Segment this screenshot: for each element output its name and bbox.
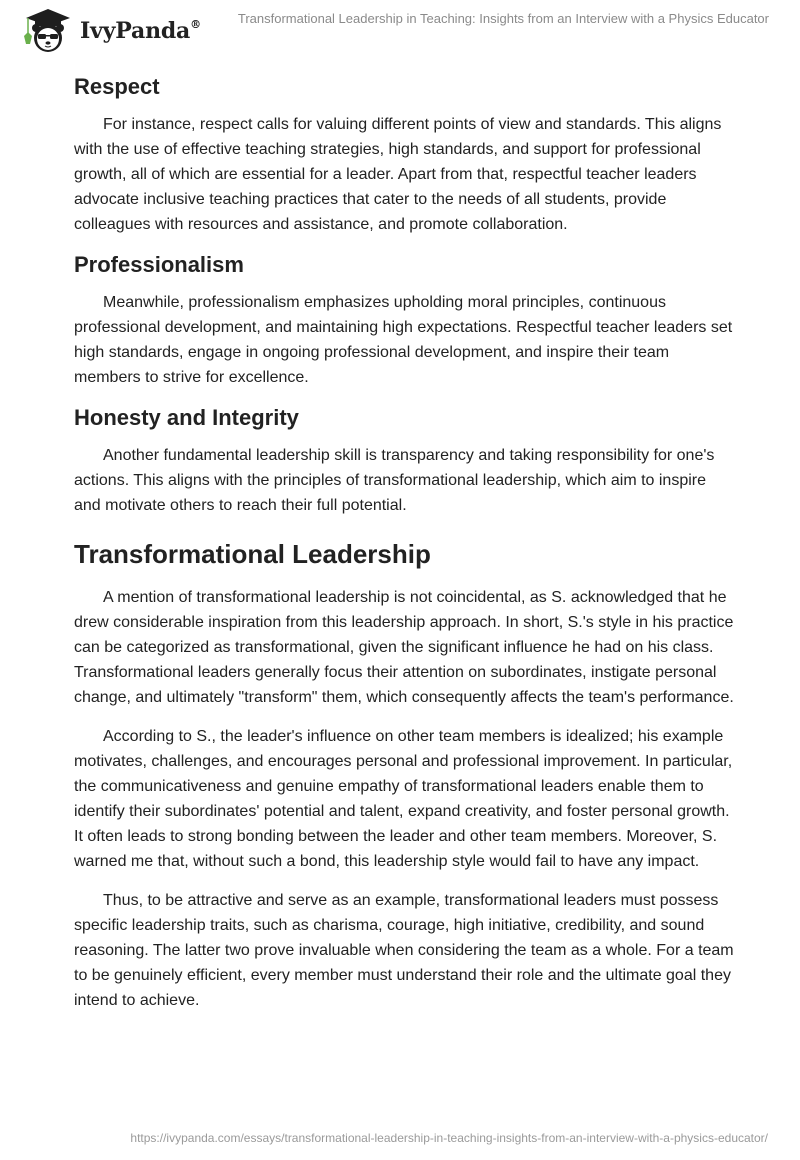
section-professionalism	[74, 250, 734, 390]
ivypanda-logo[interactable]	[18, 6, 201, 54]
paragraph: Another fundamental leadership skill is transparency and taking responsibility for one's actions. This aligns with the principles of transformational leadership, which aim to inspire and motivate others to reach their full potential.	[74, 447, 715, 514]
source-url[interactable]: https://ivypanda.com/essays/transformational-leadership-in-teaching-insights-from-an-interview-with-a-physics-educator/	[130, 1131, 768, 1145]
section-respect	[74, 72, 734, 237]
paragraph: A mention of transformational leadership is not coincidental, as S. acknowledged that he drew considerable inspiration from this leadership approach. In short, S.'s style in his practice can be categorized as transformational, given the significant influence he had on his class. Transformational leaders generally focus their attention on subordinates, instigate personal change, and ultimately "transform" them, which consequently affects the team's performance.	[74, 589, 734, 706]
brand-name	[80, 18, 201, 44]
section-heading: Respect	[74, 74, 160, 99]
document-title: Transformational Leadership in Teaching: Insights from an Interview with a Physics Educator	[237, 11, 769, 26]
section-heading: Honesty and Integrity	[74, 405, 299, 430]
paragraph: According to S., the leader's influence on other team members is idealized; his example motivates, challenges, and encourages personal and professional improvement. In particular, the communicativeness and genuine empathy of transformational leaders enable them to identify their subordinates' potential and talent, expand creativity, and foster personal growth. It often leads to strong bonding between the leader and other team members. Moreover, S. warned me that, without such a bond, this leadership style would fail to have any impact.	[74, 728, 733, 870]
panda-graduate-icon	[18, 6, 76, 54]
registered-mark: ®	[190, 17, 201, 31]
section-heading: Professionalism	[74, 252, 244, 277]
page-header	[0, 0, 800, 56]
section-heading: Transformational Leadership	[74, 539, 431, 569]
paragraph: For instance, respect calls for valuing different points of view and standards. This aligns with the use of effective teaching strategies, high standards, and support for professional growth, all of which are essential for a leader. Apart from that, respectful teacher leaders advocate inclusive teaching practices that cater to the needs of all students, provide colleagues with resources and assistance, and promote collaboration.	[74, 116, 722, 233]
section-honesty-integrity	[74, 403, 734, 518]
brand-label: IvyPanda	[80, 18, 191, 44]
paragraph: Meanwhile, professionalism emphasizes upholding moral principles, continuous professional development, and maintaining high expectations. Respectful teacher leaders set high standards, engage in ongoing professional development, and inspire their team members to strive for excellence.	[74, 294, 733, 386]
paragraph: Thus, to be attractive and serve as an example, transformational leaders must possess specific leadership traits, such as charisma, courage, high initiative, credibility, and sound reasoning. The latter two prove invaluable when considering the team as a whole. For a team to be genuinely efficient, every member must understand their role and the ultimate goal they intend to achieve.	[74, 892, 734, 1009]
essay-body	[74, 72, 734, 1013]
section-transformational-leadership	[74, 536, 734, 1013]
